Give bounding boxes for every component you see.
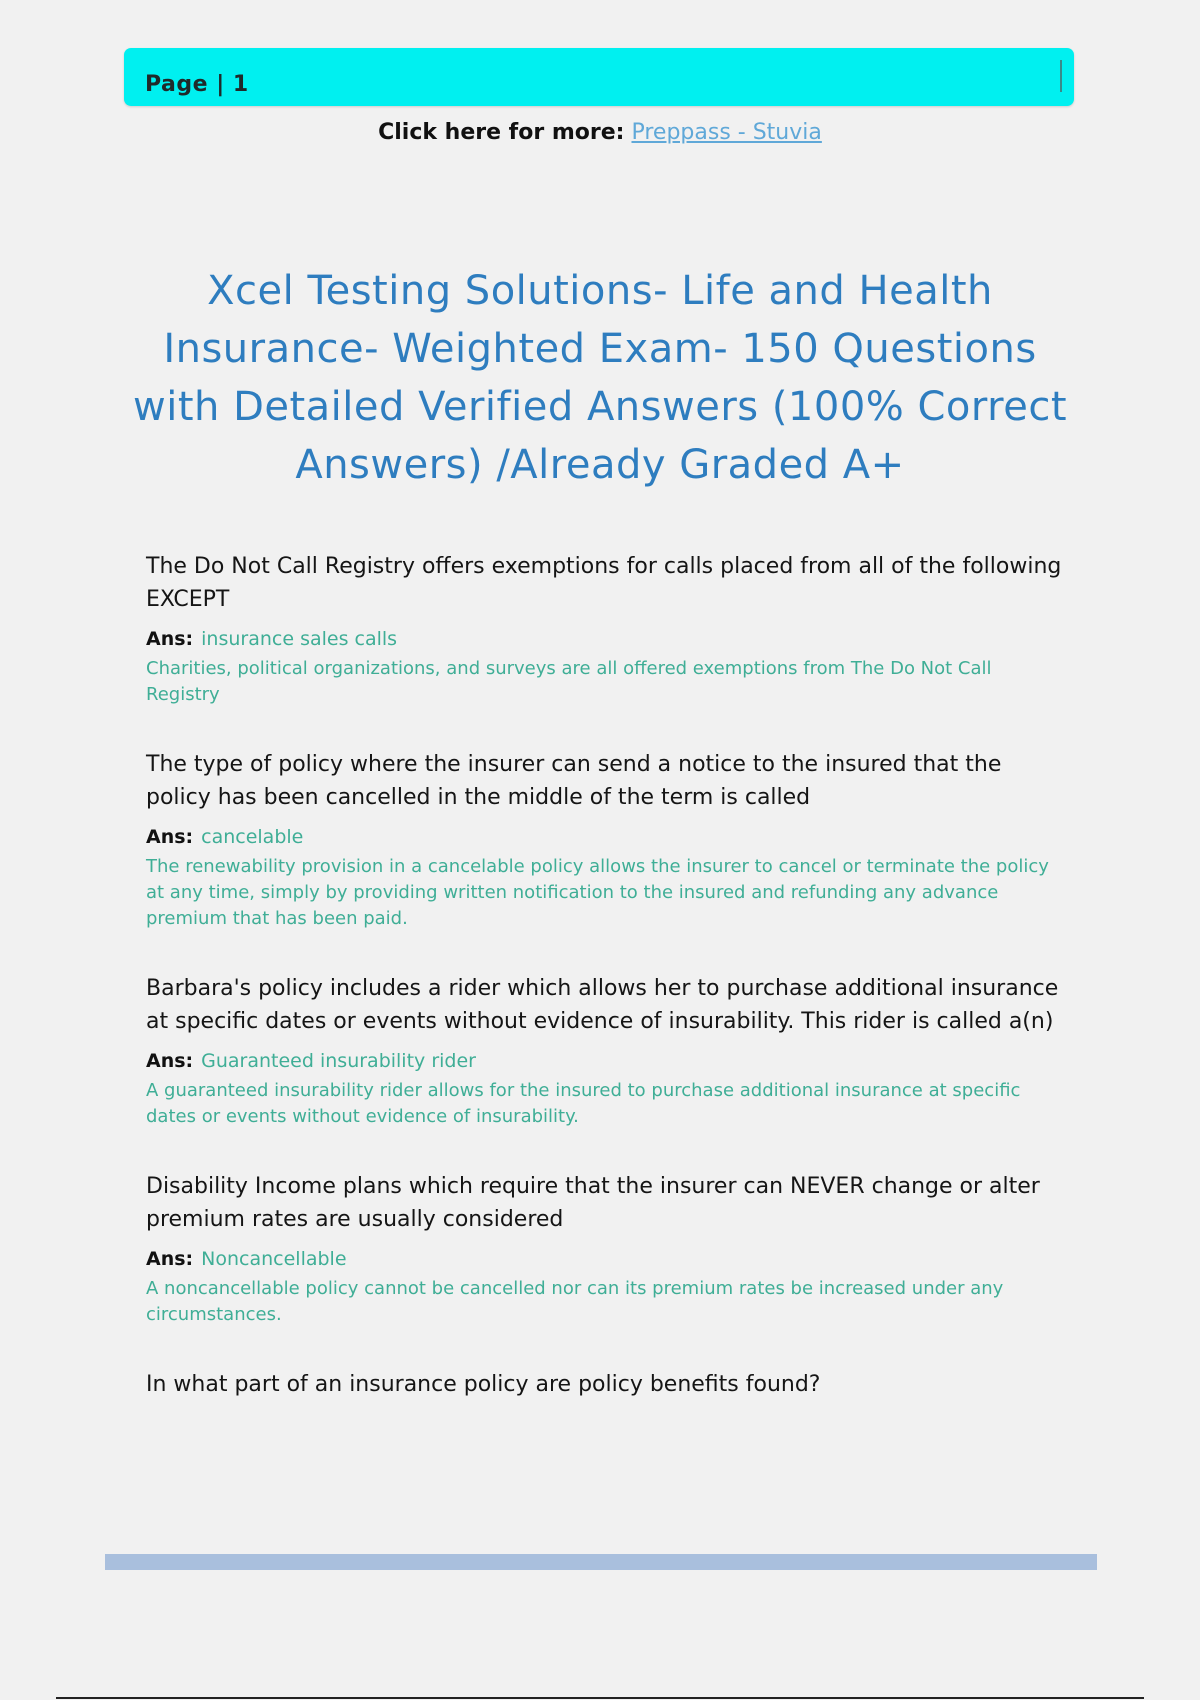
question-text: Disability Income plans which require that the insurer can NEVER change or alter premium rates are usually considered xyxy=(146,1174,1040,1232)
question-text: Barbara's policy includes a rider which allows her to purchase additional insurance at specific dates or events without evidence of insurability. This rider is called a(n) xyxy=(146,976,1059,1034)
page-number: Page | 1 xyxy=(145,72,249,97)
answer-value: cancelable xyxy=(201,826,304,848)
qa-list xyxy=(146,550,1066,1441)
preppass-stuvia-link[interactable]: Preppass - Stuvia xyxy=(631,120,822,145)
answer-value: Guaranteed insurability rider xyxy=(201,1050,476,1072)
answer-label: Ans: xyxy=(146,628,194,650)
answer-line xyxy=(146,1244,1066,1274)
answer-line xyxy=(146,1046,1066,1076)
bottom-rule xyxy=(56,1697,1144,1699)
qa-item xyxy=(146,1368,1066,1401)
more-label: Click here for more: xyxy=(378,120,625,145)
answer-line xyxy=(146,822,1066,852)
answer-label: Ans: xyxy=(146,1050,194,1072)
header-divider xyxy=(1060,60,1062,92)
answer-explanation: Charities, political organizations, and surveys are all offered exemptions from The Do Not Call Registry xyxy=(146,658,992,705)
qa-item xyxy=(146,972,1066,1130)
answer-value: Noncancellable xyxy=(201,1248,347,1270)
question-text: The type of policy where the insurer can send a notice to the insured that the policy has been cancelled in the middle of the term is called xyxy=(146,752,1002,810)
page-header-bar xyxy=(124,48,1074,106)
qa-item xyxy=(146,748,1066,932)
answer-value: insurance sales calls xyxy=(201,628,398,650)
document-title: Xcel Testing Solutions- Life and Health Insurance- Weighted Exam- 150 Questions with Detailed Verified Answers (100% Correct Answers) /Already Graded A+ xyxy=(132,268,1067,488)
question-text: The Do Not Call Registry offers exemptions for calls placed from all of the following EXCEPT xyxy=(146,554,1062,612)
qa-item xyxy=(146,550,1066,708)
answer-line xyxy=(146,624,1066,654)
footer-bar xyxy=(105,1554,1097,1570)
answer-explanation: A noncancellable policy cannot be cancelled nor can its premium rates be increased under any circumstances. xyxy=(146,1278,1004,1325)
answer-label: Ans: xyxy=(146,1248,194,1270)
more-link-line xyxy=(0,120,1200,145)
qa-item xyxy=(146,1170,1066,1328)
answer-explanation: A guaranteed insurability rider allows for the insured to purchase additional insurance at specific dates or events without evidence of insurability. xyxy=(146,1080,1021,1127)
question-text: In what part of an insurance policy are policy benefits found? xyxy=(146,1372,821,1397)
answer-label: Ans: xyxy=(146,826,194,848)
answer-explanation: The renewability provision in a cancelable policy allows the insurer to cancel or terminate the policy at any time, simply by providing written notification to the insured and refunding any advance premium that has been paid. xyxy=(146,856,1049,929)
